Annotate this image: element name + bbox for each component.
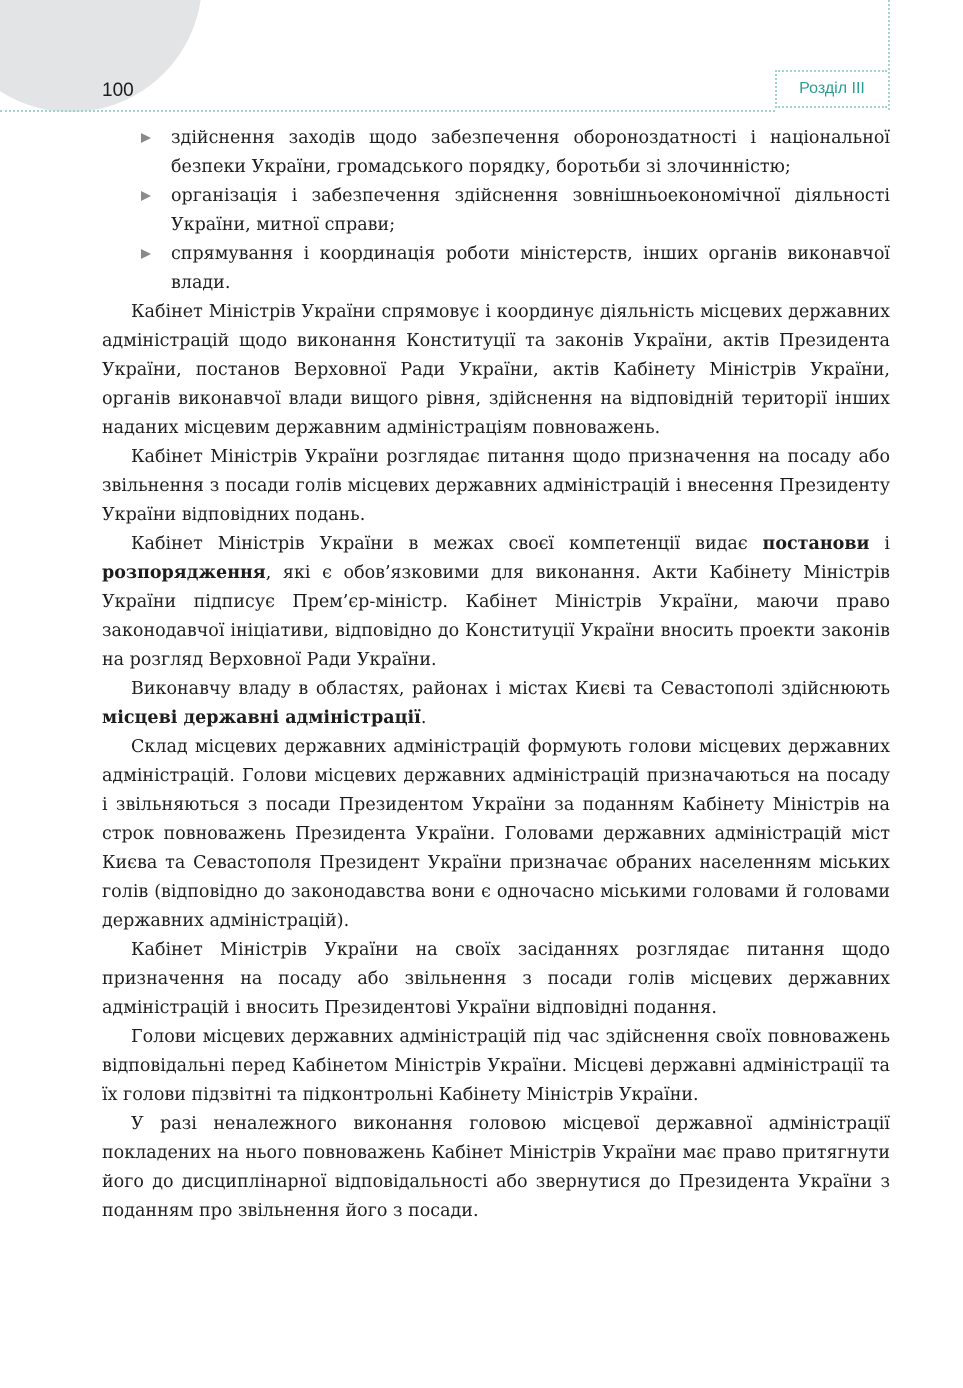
paragraph-appointment: Кабінет Міністрів України розглядає питання щодо призначення на посаду або звільнення з посади голів місцевих державних адміністрацій і внесення Президенту України відповідних подань. xyxy=(102,447,890,525)
list-item xyxy=(102,124,890,182)
text-segment: Виконавчу владу в областях, районах і містах Києві та Севастополі здійснюють xyxy=(131,679,890,699)
list-item-text: здійснення заходів щодо забезпечення обороноздатності і національної безпеки України, громадського порядку, боротьби зі злочинністю; xyxy=(171,128,890,177)
triangle-bullet-icon xyxy=(141,191,151,201)
page-content xyxy=(102,124,890,1226)
list-item xyxy=(102,182,890,240)
list-item-text: організація і забезпечення здійснення зовнішньоекономічної діяльності України, митної справи; xyxy=(171,186,890,235)
list-item xyxy=(102,240,890,298)
list-item-text: спрямування і координація роботи міністерств, інших органів виконавчої влади. xyxy=(171,244,890,293)
header-divider xyxy=(0,110,775,112)
paragraph-disciplinary: У разі неналежного виконання головою місцевої державної адміністрації покладених на нього повноважень Кабінет Міністрів України має право притягнути його до дисциплінарної відповідальності або звернутися до Президента України з поданням про звільнення його з посади. xyxy=(102,1114,890,1221)
term-resolutions: постанови xyxy=(762,534,870,554)
term-local-administrations: місцеві державні адміністрації xyxy=(102,708,421,728)
term-orders: розпорядження xyxy=(102,563,266,583)
paragraph-accountability: Голови місцевих державних адміністрацій під час здійснення своїх повноважень відповідальні перед Кабінетом Міністрів України. Місцеві державні адміністрації та їх голови підзвітні та підконтрольні Кабінету Міністрів України. xyxy=(102,1027,890,1105)
section-tab xyxy=(775,70,887,108)
margin-divider xyxy=(888,0,890,110)
section-label: Розділ III xyxy=(799,80,865,97)
text-segment: і xyxy=(869,534,890,554)
page-number: 100 xyxy=(102,80,134,101)
text-segment: , які є обов’язковими для виконання. Акти Кабінету Міністрів України підписує Прем’єр-міністр. Кабінет Міністрів України, маючи право законодавчої ініціативи, відповідно до Конституції України вносить проекти законів на розгляд Верховної Ради України. xyxy=(102,563,890,670)
paragraph-local-executive xyxy=(102,675,890,733)
bullet-list xyxy=(102,124,890,298)
triangle-bullet-icon xyxy=(141,133,151,143)
text-segment: Кабінет Міністрів України в межах своєї компетенції видає xyxy=(131,534,763,554)
corner-decoration xyxy=(0,0,202,112)
triangle-bullet-icon xyxy=(141,249,151,259)
paragraph-resolutions xyxy=(102,530,890,675)
paragraph-meetings: Кабінет Міністрів України на своїх засіданнях розглядає питання щодо призначення на посаду або звільнення з посади голів місцевих державних адміністрацій і вносить Президентові України відповідні подання. xyxy=(102,940,890,1018)
paragraph-composition: Склад місцевих державних адміністрацій формують голови місцевих державних адміністрацій. Голови місцевих державних адміністрацій призначаються на посаду і звільняються з посади Президентом України за поданням Кабінету Міністрів на строк повноважень Президента України. Головами державних адміністрацій міст Києва та Севастополя Президент України призначає обраних населенням міських голів (відповідно до законодавства вони є одночасно міськими головами й головами державних адміністрацій). xyxy=(102,737,890,931)
text-segment: . xyxy=(420,708,427,728)
paragraph-cabinet-coordination: Кабінет Міністрів України спрямовує і координує діяльність місцевих державних адміністрацій щодо виконання Конституції та законів України, актів Президента України, постанов Верховної Ради України, актів Кабінету Міністрів України, органів виконавчої влади вищого рівня, здійснення на відповідній території інших наданих місцевим державним адміністраціям повноважень. xyxy=(102,302,890,438)
